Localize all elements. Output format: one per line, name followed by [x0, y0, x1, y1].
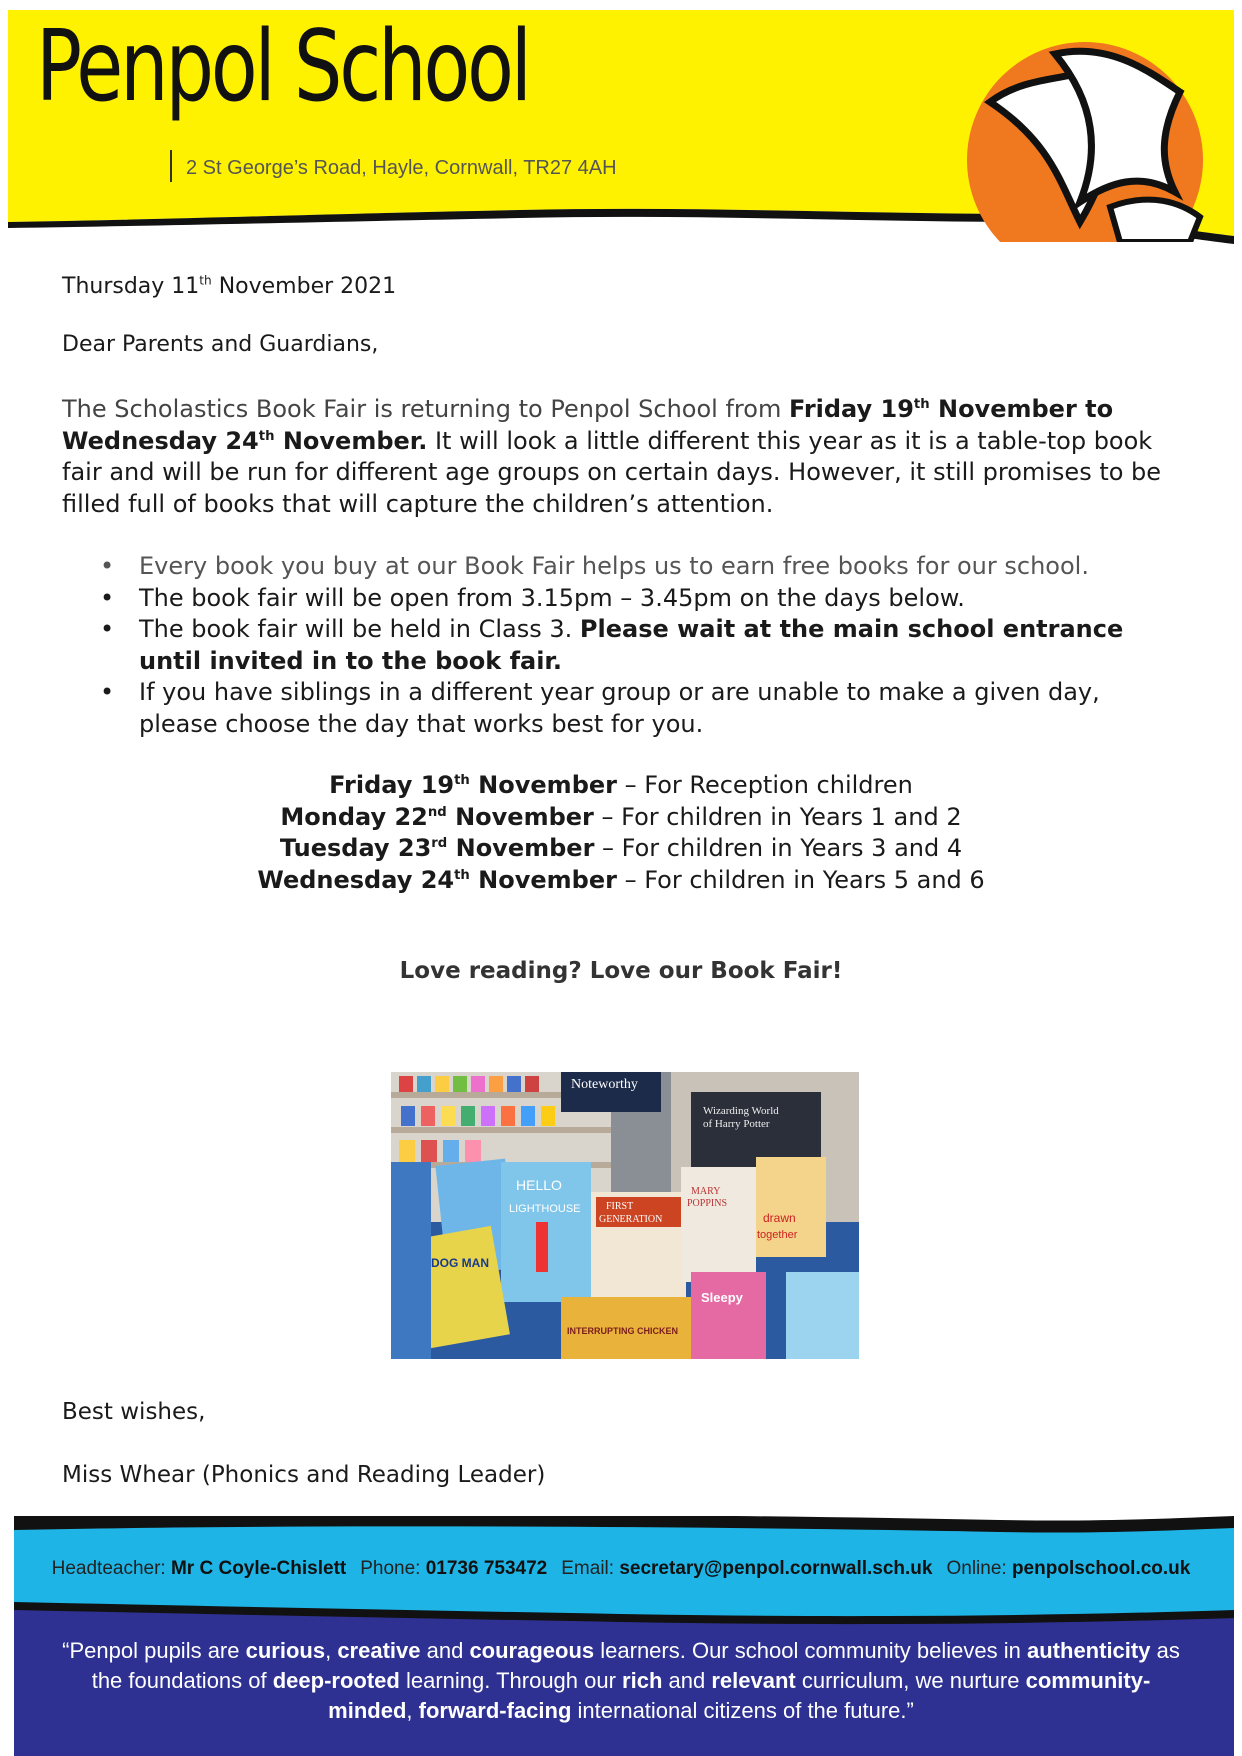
address-divider: [170, 150, 172, 182]
schedule-row: Friday 19th November – For Reception children: [329, 771, 913, 799]
book-fair-photo: [391, 1072, 859, 1359]
book-title-poppins: POPPINS: [687, 1198, 728, 1209]
email-link[interactable]: secretary@penpol.cornwall.sch.uk: [619, 1558, 933, 1579]
book-title-hello: HELLO: [516, 1177, 562, 1193]
footer-contact-line: Headteacher: Mr C Coyle-Chislett Phone: 01736 753472 Email: secretary@penpol.cornwall.sch.uk Online: penpolschool.co.uk: [51, 1558, 1191, 1579]
headteacher-name: Mr C Coyle-Chislett: [170, 1558, 347, 1579]
school-name: Penpol School: [36, 10, 529, 124]
book-title-sleepy: Sleepy: [701, 1290, 743, 1305]
slogan: Love reading? Love our Book Fair!: [399, 958, 843, 984]
book-title-first: FIRST: [606, 1201, 634, 1212]
list-item: • Every book you buy at our Book Fair helps us to earn free books for our school.: [62, 551, 1182, 583]
intro-paragraph: The Scholastics Book Fair is returning to Penpol School from Friday 19th November to Wednesday 24th November. It will look a little different this year as it is a table-top book fair and will be run for different age groups on certain days. However, it still promises to be filled full of books that will capture the children’s attention.: [62, 395, 1162, 518]
book-title-generation: GENERATION: [599, 1214, 663, 1225]
letter-date: Thursday 11th November 2021: [62, 273, 397, 299]
book-title-mary: MARY: [691, 1186, 721, 1197]
school-address: 2 St George’s Road, Hayle, Cornwall, TR27 4AH: [186, 157, 617, 179]
schedule-row: Monday 22nd November – For children in Years 1 and 2: [280, 802, 962, 831]
schedule: [0, 770, 1242, 896]
book-title-harry: of Harry Potter: [703, 1118, 770, 1130]
book-title-dogman: DOG MAN: [431, 1256, 489, 1270]
signature: Miss Whear (Phonics and Reading Leader): [62, 1462, 546, 1488]
book-title-wizarding: Wizarding World: [703, 1105, 779, 1117]
greeting: Dear Parents and Guardians,: [62, 332, 379, 357]
book-title-interrupting: INTERRUPTING CHICKEN: [567, 1326, 679, 1336]
phone-number: 01736 753472: [425, 1558, 548, 1579]
book-title-lighthouse: LIGHTHOUSE: [509, 1203, 581, 1215]
schedule-row: Tuesday 23rd November – For children in Years 3 and 4: [279, 834, 963, 862]
footer-quote: “Penpol pupils are curious, creative and courageous learners. Our school community believes in authenticity as the foundations of deep-rooted learning. Through our rich and relevant curriculum, we nurture community-minded, forward-facing international citizens of the future.”: [62, 1638, 1180, 1723]
list-item: • The book fair will be held in Class 3. Please wait at the main school entrance until invited in to the book fair.: [62, 614, 1182, 677]
book-title-noteworthy: Noteworthy: [571, 1077, 638, 1092]
book-title-drawn: drawn: [763, 1211, 796, 1225]
ship-sail-logo-icon: [960, 42, 1220, 242]
schedule-row: Wednesday 24th November – For children in Years 5 and 6: [257, 865, 985, 894]
book-title-together: together: [757, 1229, 798, 1241]
website-link[interactable]: penpolschool.co.uk: [1011, 1558, 1191, 1579]
letterhead: [0, 0, 1242, 260]
list-item: • If you have siblings in a different year group or are unable to make a given day, please choose the day that works best for you.: [62, 677, 1182, 740]
signoff: Best wishes,: [62, 1399, 206, 1425]
list-item: • The book fair will be open from 3.15pm – 3.45pm on the days below.: [62, 583, 1182, 615]
info-bullet-list: [62, 551, 1182, 740]
